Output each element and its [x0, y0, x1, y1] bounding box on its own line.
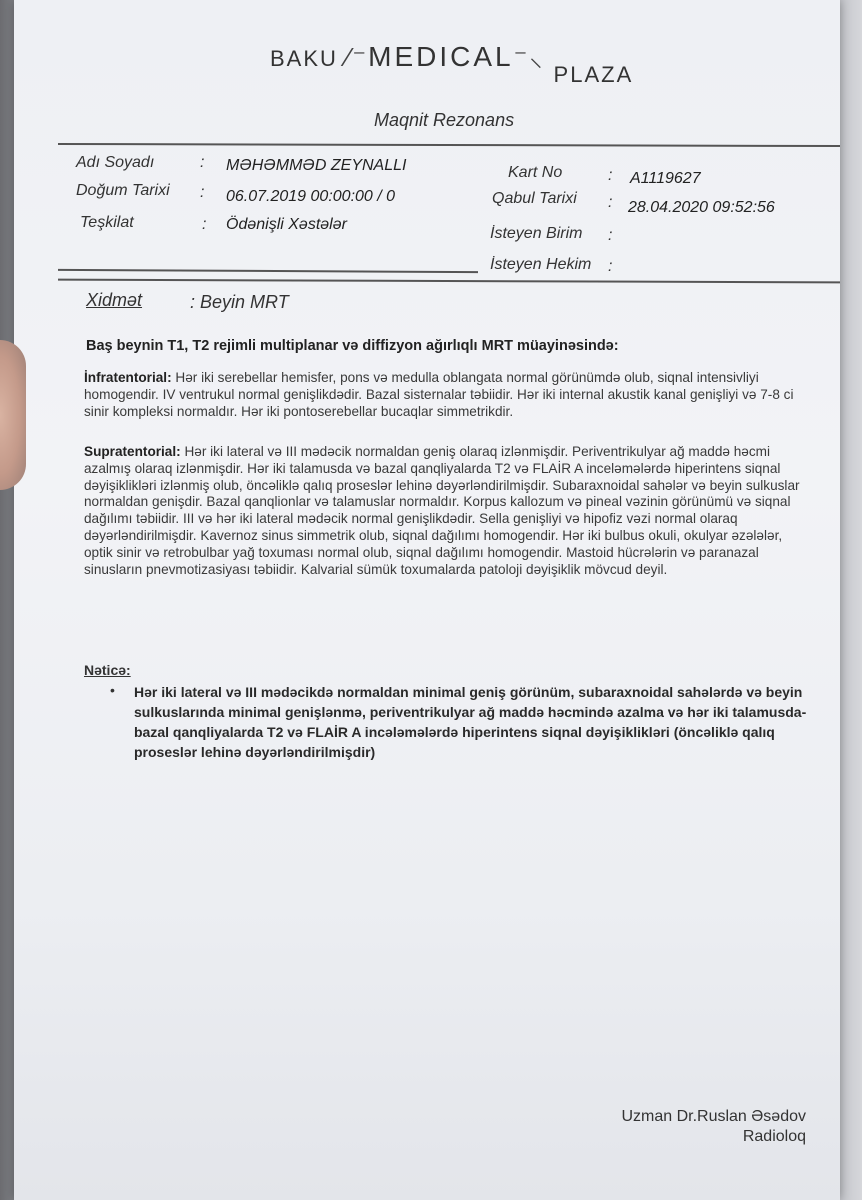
top-divider — [58, 143, 840, 147]
doctor-colon: : — [608, 258, 613, 275]
clinic-logo — [270, 38, 634, 87]
admit-label: Qabul Tarixi — [492, 190, 577, 207]
org-value: Ödənişli Xəstələr — [226, 216, 347, 233]
unit-label: İsteyen Birim — [490, 225, 583, 242]
info-divider-bottom — [58, 279, 840, 284]
logo-plaza: PLAZA — [553, 62, 634, 87]
dob-value: 06.07.2019 00:00:00 / 0 — [226, 188, 396, 205]
logo-medical: MEDICAL — [368, 41, 514, 72]
logo-dash-right-icon: ⁻⸜ — [513, 42, 554, 72]
report-heading: Baş beynin T1, T2 rejimli multiplanar və diffizyon ağırlıqlı MRT müayinəsində: — [86, 338, 619, 354]
name-label: Adı Soyadı — [76, 154, 155, 171]
conclusion-text: Hər iki lateral və III mədəcikdə normaldan minimal geniş görünüm, subaraxnoidal sahələrdə və beyin sulkuslarında minimal genişlənmə, periventrikulyar ağ maddə həcmində azalma və hər iki talamusda-bazal qanqliyalarda T2 və FLAİR A incələmələrdə hiperintens siqnal dəyişiklikləri (öncəliklə qalıq proseslər lehinə dəyərləndirilmişdir) — [134, 684, 807, 760]
service-label: Xidmət — [86, 290, 143, 310]
card-colon: : — [608, 167, 613, 184]
thumb-holding-paper — [0, 340, 26, 490]
report-subtitle: Maqnit Rezonans — [374, 110, 515, 130]
org-label: Teşkilat — [80, 214, 134, 231]
signature-name: Uzman Dr.Ruslan Əsədov — [621, 1108, 806, 1125]
admit-value: 28.04.2020 09:52:56 — [628, 199, 775, 216]
name-colon: : — [200, 154, 205, 171]
doctor-label: İsteyen Hekim — [490, 256, 592, 273]
infratentorial-paragraph — [84, 370, 814, 420]
admit-colon: : — [608, 194, 613, 211]
dob-label: Doğum Tarixi — [76, 182, 170, 199]
card-label: Kart No — [508, 164, 563, 181]
infratentorial-text: Hər iki serebellar hemisfer, pons və medulla oblangata normal görünümdə olub, siqnal intensivliyi homogendir. IV ventrukul normal genişlikdədir. Bazal sisternalar təbiidir. Hər iki internal akustik kanal genişliyi və 7-8 ci sinir kompleksi normaldır. Hər iki pontoserebellar bucaqlar simmetrikdir. — [84, 370, 794, 419]
org-colon: : — [202, 216, 207, 233]
card-value: A1119627 — [630, 170, 701, 187]
supratentorial-text: Hər iki lateral və III mədəcik normaldan geniş olaraq izlənmişdir. Periventrikulyar ağ maddə həcmi azalmış olaraq izlənmişdir. Hər iki talamusda və bazal qanqliyalarda T2 və FLAİR A inceləmələrdə hiperintens siqnal dəyişiklikləri izlənmiş olub, öncəliklə qalıq proseslər lehinə dəyərləndirilmişdir. Subaraxnoidal sahələr və beyin sulkuslar normaldan genişdir. Bazal qanqlionlar və talamuslar normaldır. Korpus kallozum və pineal vəzinin görünümü və siqnal dağılımı təbiidir. III və hər iki lateral mədəcik normal genişlikdədir. Sella genişliyi və hipofiz vəzi normal olaraq dəyərləndirilmişdir. Kavernoz sinus simmetrik olub, siqnal dağılımı homogendir. Hər iki bulbus okuli, okulyar əzələlər, optik sinir və retrobulbar yağ toxuması normal olub, siqnal dağılımı homogendir. Mastoid hücrələrin və paranazal sinusların pnevmotizasiyası təbiidir. Kalvarial sümük toxumalarda patoloji dəyişiklik mövcud deyil. — [84, 444, 800, 577]
unit-colon: : — [608, 227, 613, 244]
infratentorial-label: İnfratentorial: — [84, 370, 172, 385]
supratentorial-label: Supratentorial: — [84, 444, 181, 459]
info-divider-left — [58, 269, 478, 273]
logo-baku: BAKU — [270, 46, 338, 71]
report-paper — [14, 0, 840, 1200]
name-value: MƏHƏMMƏD ZEYNALLI — [226, 157, 407, 174]
conclusion-label: Nəticə: — [84, 662, 131, 678]
dob-colon: : — [200, 184, 205, 201]
signature-title: Radioloq — [742, 1128, 806, 1145]
logo-dash-left-icon: ⁄⁻ — [346, 42, 369, 72]
conclusion-bullet: • — [110, 682, 115, 698]
service-value: : Beyin MRT — [190, 292, 289, 312]
supratentorial-paragraph — [84, 444, 814, 578]
